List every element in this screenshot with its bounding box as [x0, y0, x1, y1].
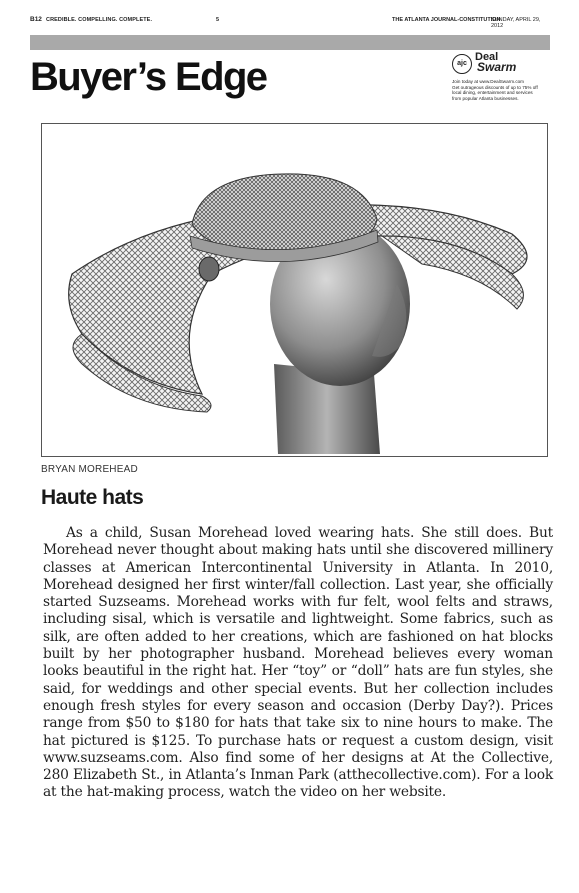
- deal-swarm-promo: [452, 79, 552, 101]
- article-headline: Haute hats: [41, 486, 144, 509]
- promo-line: Get outrageous discounts of up to 75% off: [452, 84, 538, 90]
- ajc-logo-icon: ajc: [452, 54, 472, 74]
- page-number: B12: [30, 16, 42, 23]
- photo-credit: BRYAN MOREHEAD: [41, 464, 138, 475]
- header-divider-band: [30, 35, 550, 50]
- page-header: [30, 16, 550, 29]
- hat-photo: [41, 123, 548, 457]
- promo-line: Join today at www.DealSwarm.com: [452, 79, 524, 84]
- logo-swarm-text: Swarm: [477, 60, 517, 74]
- deal-swarm-logo: [452, 52, 552, 78]
- paper-name: THE ATLANTA JOURNAL-CONSTITUTION: [392, 17, 501, 23]
- issue-date: SUNDAY, APRIL 29, 2012: [491, 17, 541, 29]
- section-number: 5: [216, 17, 220, 23]
- section-title: Buyer’s Edge: [30, 55, 267, 99]
- paper-tagline: CREDIBLE. COMPELLING. COMPLETE.: [46, 17, 153, 23]
- hat-on-mannequin-illustration: [42, 124, 547, 456]
- article-body: As a child, Susan Morehead loved wearing hats. She still does. But Morehead never thought about making hats until she discovered millinery classes at American Intercontinental University in Atlanta. In 2010, Morehead designed her first winter/fall collection. Last year, she officially started Suzseams. Morehead works with fur felt, wool felts and straws, including sisal, which is versatile and lightweight. Some fabrics, such as silk, are often added to her creations, which are fashioned on hat blocks built by her photographer husband. Morehead believes every woman looks beautiful in the right hat. Her “toy” or “doll” hats are fun styles, she said, for weddings and other special events. But her collection includes enough fresh styles for every season and occasion (Derby Day?). Prices range from $50 to $180 for hats that take six to nine hours to make. The hat pictured is $125. To purchase hats or request a custom design, visit www.suzseams.com. Also find some of her designs at At the Collective, 280 Elizabeth St., in Atlanta’s Inman Park (atthecollective.com). For a look at the hat-making process, watch the video on her website.: [43, 525, 553, 801]
- promo-line: local dining, entertainment and services: [452, 90, 533, 96]
- logo-deal-text: Deal: [475, 51, 499, 63]
- promo-line: from popular Atlanta businesses.: [452, 95, 519, 101]
